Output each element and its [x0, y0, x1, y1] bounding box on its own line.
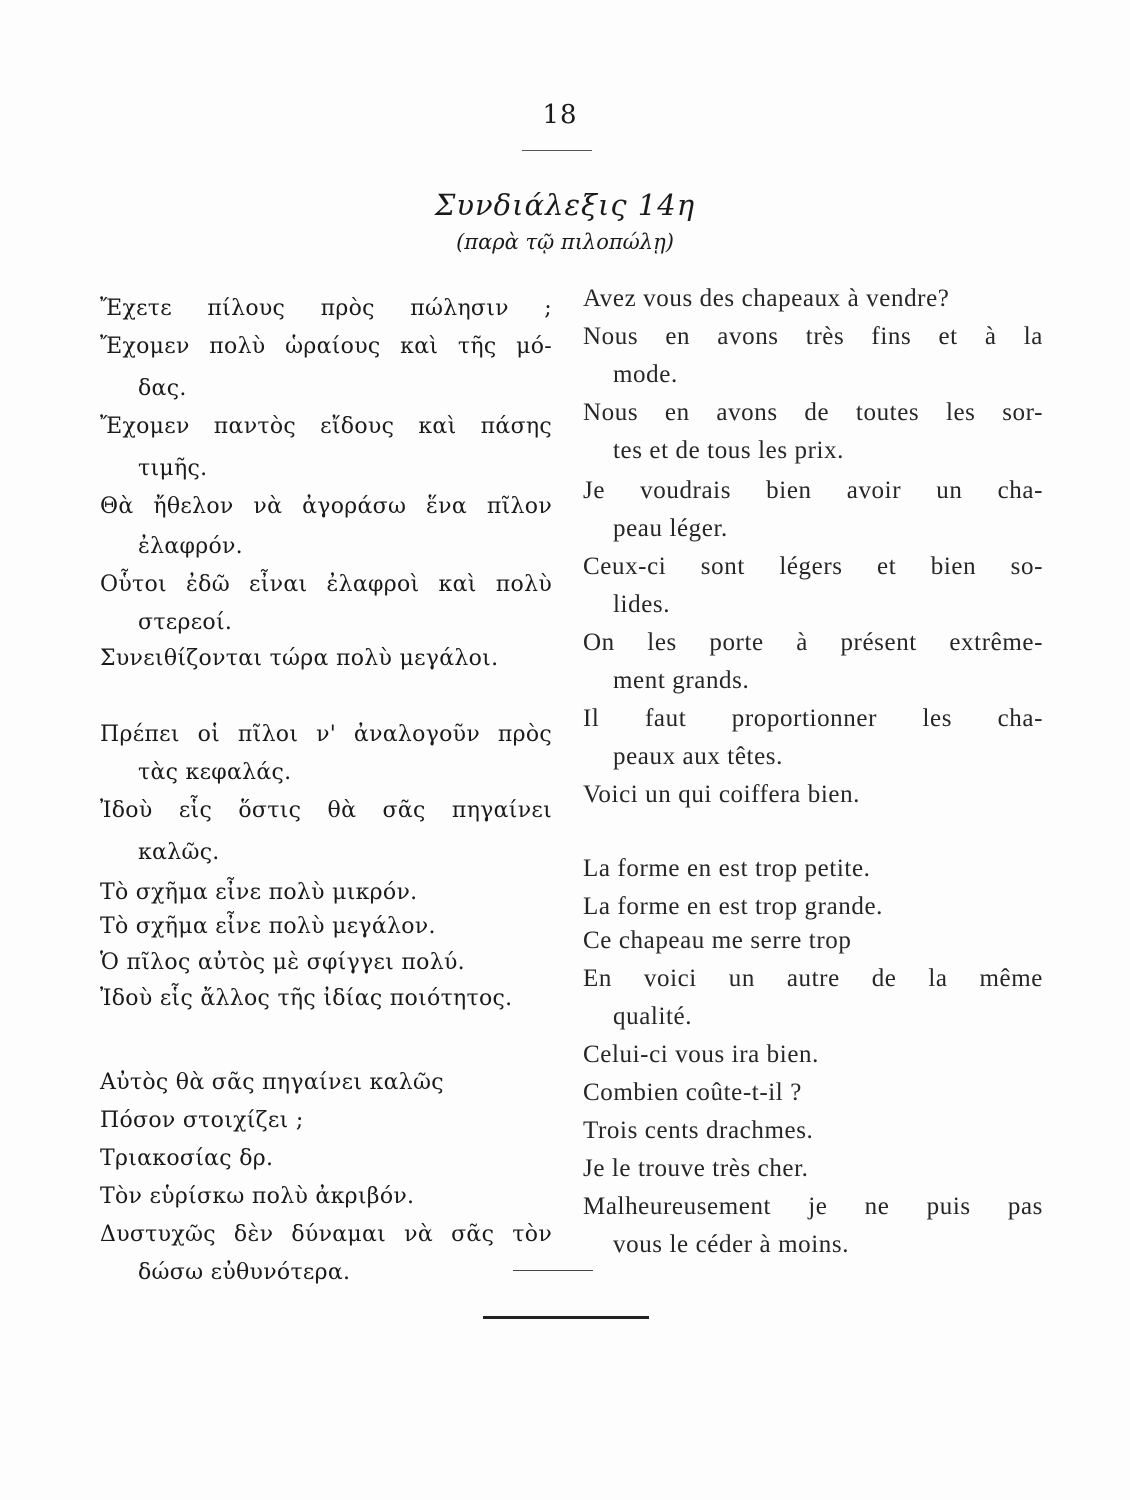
dialogue-title: Συνδιάλεξις 14η	[434, 188, 696, 222]
greek-line: Ἰδοὺ εἷς ὅστις θὰ σᾶς πηγαίνει	[100, 798, 552, 823]
french-line: mode.	[613, 361, 678, 388]
greek-line: Ὁ πῖλος αὐτὸς μὲ σφίγγει πολύ.	[100, 950, 465, 975]
french-line: La forme en est trop grande.	[583, 893, 884, 920]
greek-line: Θὰ ἤθελον νὰ ἀγοράσω ἕνα πῖλον	[100, 494, 552, 519]
greek-line: καλῶς.	[138, 840, 220, 865]
french-line: peaux aux têtes.	[613, 743, 783, 770]
page-number: 18	[542, 100, 578, 130]
french-line: tes et de tous les prix.	[613, 437, 845, 464]
greek-line: Δυστυχῶς δὲν δύναμαι νὰ σᾶς τὸν	[100, 1222, 552, 1247]
french-line: Il faut proportionner les cha-	[583, 705, 1043, 732]
greek-line: Συνειθίζονται τώρα πολὺ μεγάλοι.	[100, 646, 499, 671]
french-line: Celui-ci vous ira bien.	[583, 1041, 819, 1068]
page-number-rule	[522, 150, 592, 151]
greek-line: Οὗτοι ἐδῶ εἶναι ἐλαφροὶ καὶ πολὺ	[100, 572, 552, 597]
greek-line: Ἰδοὺ εἷς ἄλλος τῆς ἰδίας ποιότητος.	[100, 986, 513, 1011]
french-line: Combien coûte-t-il ?	[583, 1079, 802, 1106]
french-line: Nous en avons très fins et à la	[583, 323, 1043, 350]
french-line: Voici un qui coiffera bien.	[583, 781, 861, 808]
greek-line: τὰς κεφαλάς.	[138, 760, 292, 785]
french-line: Malheureusement je ne puis pas	[583, 1193, 1043, 1220]
french-line: lides.	[613, 591, 671, 618]
section-end-rule	[483, 1316, 649, 1319]
greek-line: Ἔχετε πίλους πρὸς πώλησιν ;	[100, 296, 552, 321]
greek-line: Ἔχομεν παντὸς εἴδους καὶ πάσης	[100, 414, 552, 439]
french-line: Ceux-ci sont légers et bien so-	[583, 553, 1043, 580]
greek-line: Πρέπει οἱ πῖλοι ν' ἀναλογοῦν πρὸς	[100, 722, 552, 747]
french-line: Nous en avons de toutes les sor-	[583, 399, 1043, 426]
french-line: Trois cents drachmes.	[583, 1117, 814, 1144]
french-line: Je le trouve très cher.	[583, 1155, 809, 1182]
french-line: ment grands.	[613, 667, 750, 694]
french-line: La forme en est trop petite.	[583, 855, 871, 882]
french-line: peau léger.	[613, 515, 728, 542]
greek-line: Τὸν εὑρίσκω πολὺ ἀκριβόν.	[100, 1184, 415, 1209]
french-line: vous le céder à moins.	[613, 1231, 850, 1258]
greek-line: Τριακοσίας δρ.	[100, 1146, 274, 1171]
dialogue-subtitle: (παρὰ τῷ πιλοπώλῃ)	[456, 230, 674, 254]
french-line: On les porte à présent extrême-	[583, 629, 1043, 656]
greek-line: ἐλαφρόν.	[138, 534, 243, 559]
french-line: Ce chapeau me serre trop	[583, 927, 852, 954]
greek-line: δώσω εὐθυνότερα.	[138, 1260, 351, 1285]
greek-line: Ἔχομεν πολὺ ὡραίους καὶ τῆς μό-	[100, 334, 552, 359]
greek-line: Πόσον στοιχίζει ;	[100, 1108, 304, 1133]
greek-line: Αὐτὸς θὰ σᾶς πηγαίνει καλῶς	[100, 1070, 444, 1095]
greek-line: στερεοί.	[138, 610, 233, 635]
french-line: Je voudrais bien avoir un cha-	[583, 477, 1043, 504]
french-line: Avez vous des chapeaux à vendre?	[583, 285, 950, 312]
greek-line: Τὸ σχῆμα εἶνε πολὺ μεγάλον.	[100, 914, 436, 939]
greek-line: δας.	[138, 376, 187, 401]
greek-line: τιμῆς.	[138, 456, 208, 481]
french-line: qualité.	[613, 1003, 693, 1030]
column-end-rule	[513, 1270, 593, 1271]
french-line: En voici un autre de la même	[583, 965, 1043, 992]
greek-line: Τὸ σχῆμα εἶνε πολὺ μικρόν.	[100, 880, 418, 905]
